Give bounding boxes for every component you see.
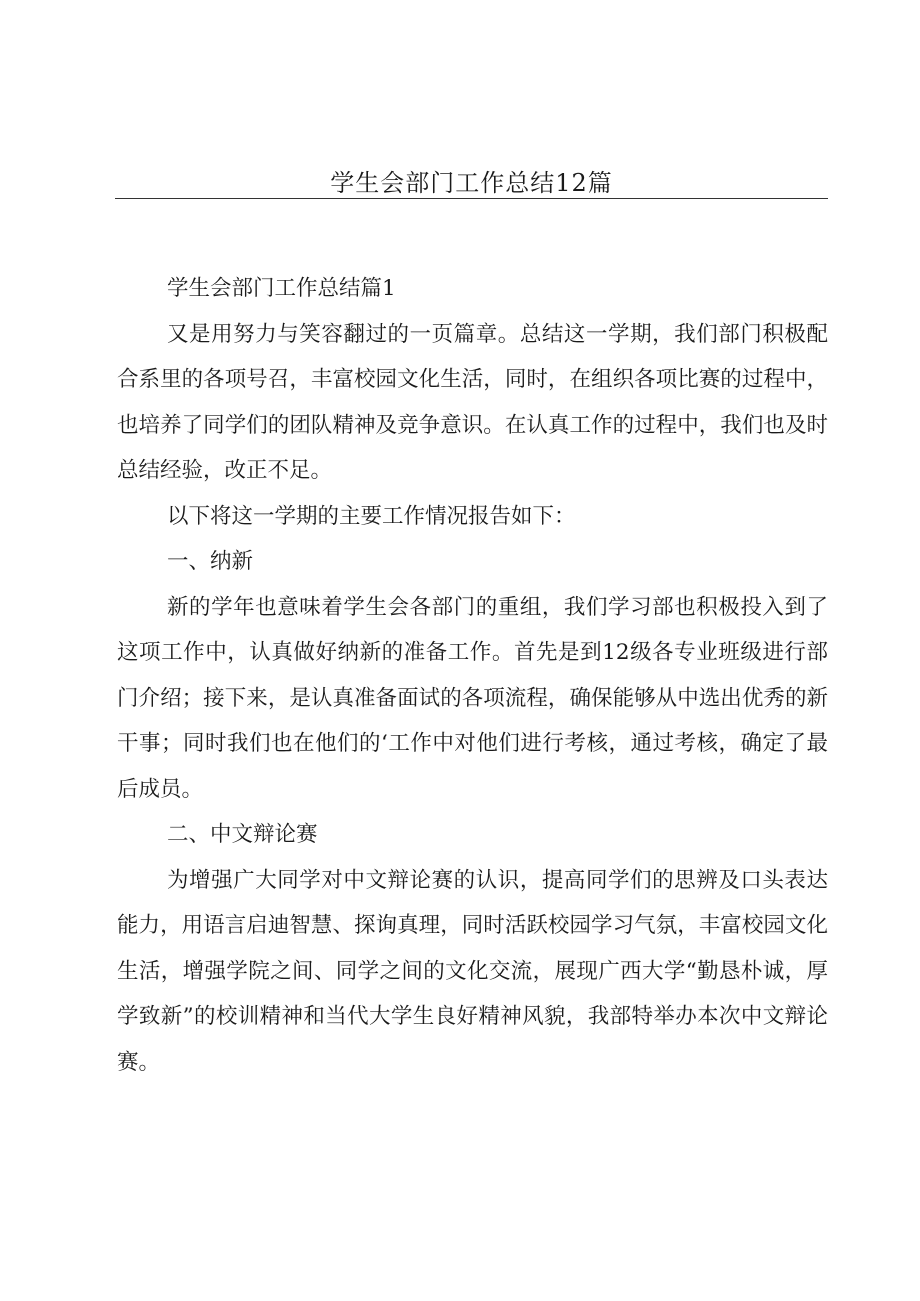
paragraph-debate: 为增强广大同学对中文辩论赛的认识，提高同学们的思辨及口头表达能力，用语言启迪智慧、探询真理，同时活跃校园学习气氛，丰富校园文化生活，增强学院之间、同学之间的文化交流，展现广西大学“勤恳朴诚，厚学致新”的校训精神和当代大学生良好精神风貌，我部特举办本次中文辩论赛。 (117, 867, 828, 1075)
subheading-debate: 二、中文辩论赛 (167, 822, 318, 847)
section-heading: 学生会部门工作总结篇1 (167, 276, 396, 301)
paragraph-report-lead: 以下将这一学期的主要工作情况报告如下： (167, 503, 576, 529)
document-title: 学生会部门工作总结12篇 (330, 169, 613, 197)
paragraph-recruitment: 新的学年也意味着学生会各部门的重组，我们学习部也积极投入到了这项工作中，认真做好纳新的准备工作。首先是到12级各专业班级进行部门介绍；接下来，是认真准备面试的各项流程，确保能够从中选出优秀的新干事；同时我们也在他们的‘工作中对他们进行考核，通过考核，确定了最后成员。 (117, 594, 828, 802)
document-body (117, 266, 828, 1085)
paragraph-intro: 又是用努力与笑容翻过的一页篇章。总结这一学期，我们部门积极配合系里的各项号召，丰富校园文化生活，同时，在组织各项比赛的过程中，也培养了同学们的团队精神及竞争意识。在认真工作的过程中，我们也及时总结经验，改正不足。 (117, 321, 828, 483)
subheading-recruitment: 一、纳新 (167, 549, 254, 574)
title-underline (115, 198, 828, 199)
